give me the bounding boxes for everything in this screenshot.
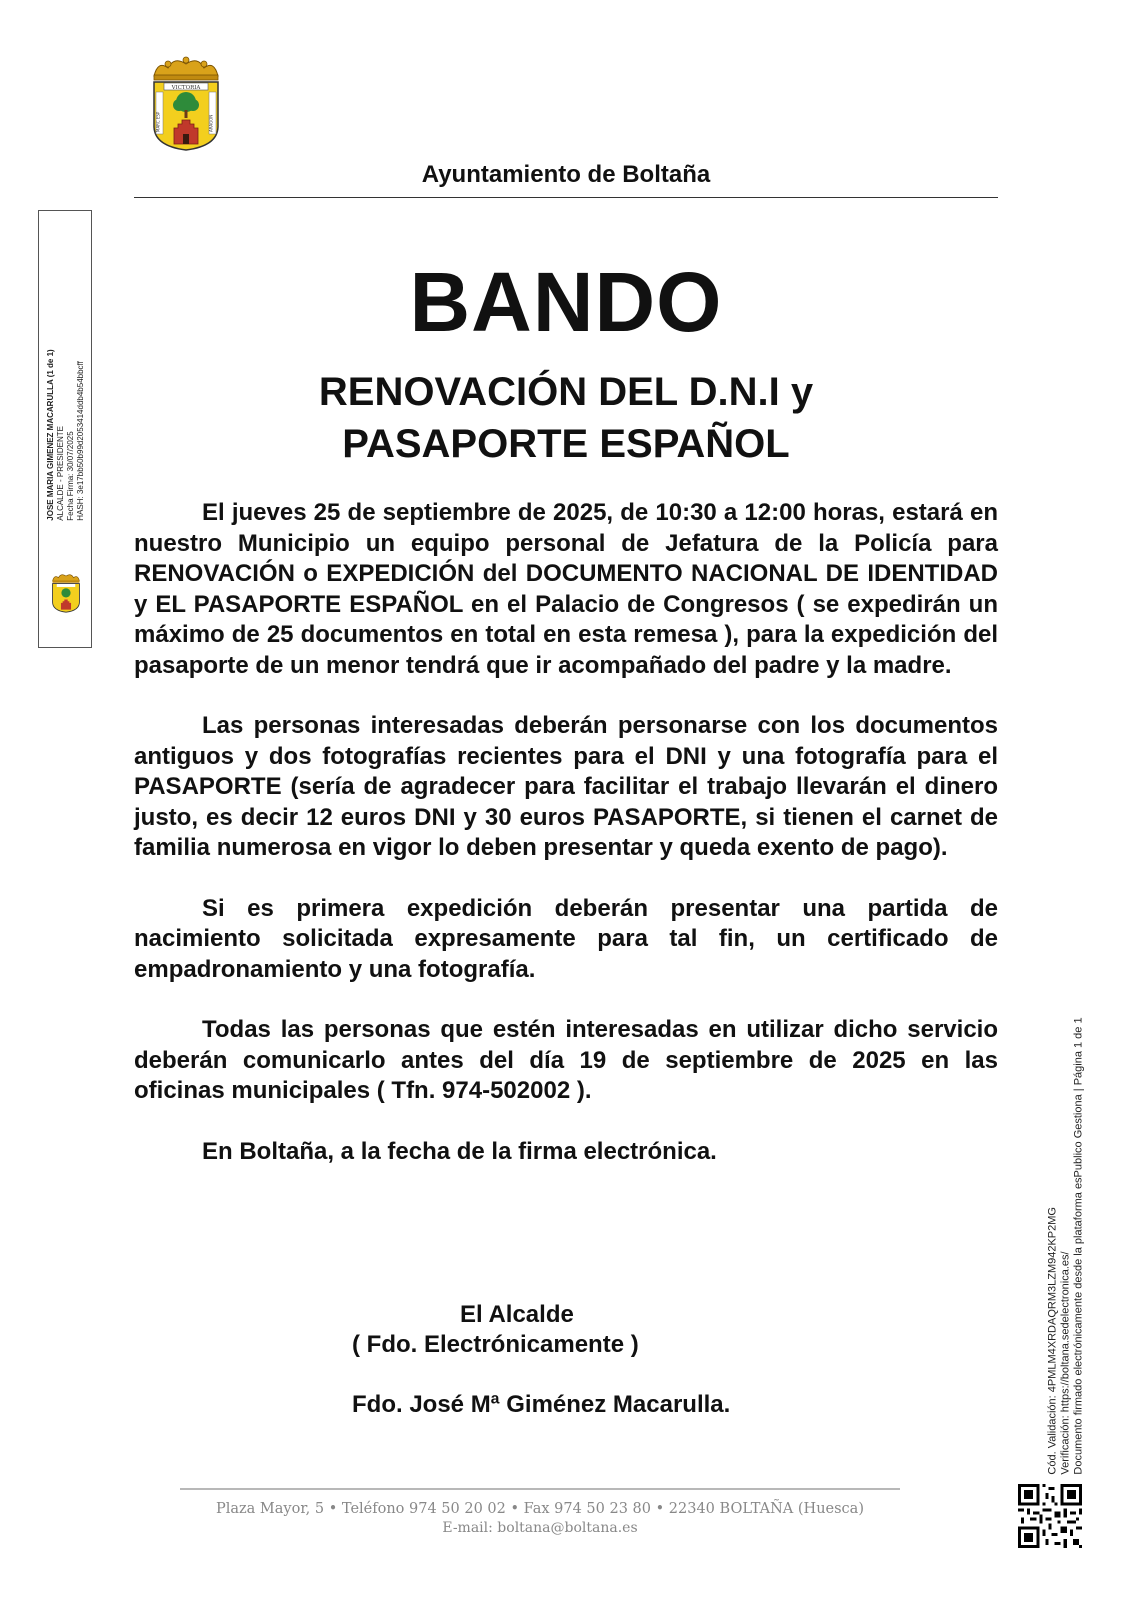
body-paragraph-4: Todas las personas que estén interesadas en utilizar dicho servicio deberán comunicarlo antes del día 19 de septiembre de 2025 en las oficinas municipales ( Tfn. 974-502002 ). (134, 1016, 998, 1104)
crest-motto: VICTORIA (171, 85, 201, 91)
municipal-crest-small-logo (45, 571, 87, 613)
document-title: BANDO (409, 255, 723, 349)
organization-name: Ayuntamiento de Boltaña (421, 161, 711, 188)
subtitle-line-1: RENOVACIÓN DEL D.N.I y (318, 370, 814, 414)
verification-code: Cód. Validación: 4PMLM4XRDAQRM3LZM942KP2MG (1046, 1207, 1059, 1475)
subtitle-line-2: PASAPORTE ESPAÑOL (342, 422, 790, 466)
verification-note: Documento firmado electrónicamente desde la plataforma esPublico Gestiona | Página 1 de 1 (1072, 1017, 1085, 1475)
crest-side-right: ARAGON (208, 114, 214, 132)
signature-role: El Alcalde (460, 1301, 574, 1328)
body-paragraph-2: Las personas interesadas deberán personarse con los documentos antiguos y dos fotografías recientes para el DNI y una fotografía para el PASAPORTE (sería de agradecer para facilitar el trabajo llevarán el dinero justo, es decir 12 euros DNI y 30 euros PASAPORTE, si tienen el carnet de familia numerosa en vigor lo deben presentar y queda exento de pago). (134, 712, 998, 861)
body-paragraph-1: El jueves 25 de septiembre de 2025, de 10:30 a 12:00 horas, estará en nuestro Municipio un equipo personal de Jefatura de la Policía para RENOVACIÓN o EXPEDICIÓN del DOCUMENTO NACIONAL DE IDENTIDAD y EL PASAPORTE ESPAÑOL en el Palacio de Congresos ( se expedirán un máximo de 25 documentos en total en esta remesa ), para la expedición del pasaporte de un menor tendrá que ir acompañado del padre y la madre. (134, 499, 998, 679)
qr-code-icon (1018, 1484, 1082, 1548)
footer-email: E-mail: boltana@boltana.es (442, 1520, 638, 1536)
document-body (134, 498, 998, 1197)
verification-url: Verificación: https://boltana.sedelectronica.es/ (1059, 1251, 1072, 1475)
header-divider (134, 197, 998, 198)
verification-strip (1047, 1017, 1086, 1474)
signer-name: JOSE MARIA GIMENEZ MACARULLA (1 de 1) (46, 349, 55, 521)
signature-stamp (38, 210, 92, 648)
footer-divider (180, 1488, 900, 1490)
signature-signer: Fdo. José Mª Giménez Macarulla. (352, 1391, 731, 1418)
signature-method: ( Fdo. Electrónicamente ) (352, 1331, 639, 1358)
body-paragraph-3: Si es primera expedición deberán presentar una partida de nacimiento solicitada expresamente para tal fin, un certificado de empadronamiento y una fotografía. (134, 894, 998, 983)
signature-date: Fecha Firma: 30/07/2025 (66, 431, 75, 521)
closing-line: En Boltaña, a la fecha de la firma electrónica. (202, 1137, 717, 1165)
signature-stamp-text (46, 349, 86, 520)
signature-hash: HASH: 3e17bb50b99d2053414ddb4b54bbcff (76, 361, 85, 521)
document-subtitle (134, 366, 998, 470)
signer-role: ALCALDE - PRESIDENTE (56, 426, 65, 521)
crest-side-left: MARC ESP (155, 111, 161, 132)
municipal-crest-logo (136, 52, 236, 152)
signature-block (134, 1300, 998, 1420)
footer-address: Plaza Mayor, 5 • Teléfono 974 50 20 02 • Fax 974 50 23 80 • 22340 BOLTAÑA (Huesca) (216, 1501, 864, 1517)
